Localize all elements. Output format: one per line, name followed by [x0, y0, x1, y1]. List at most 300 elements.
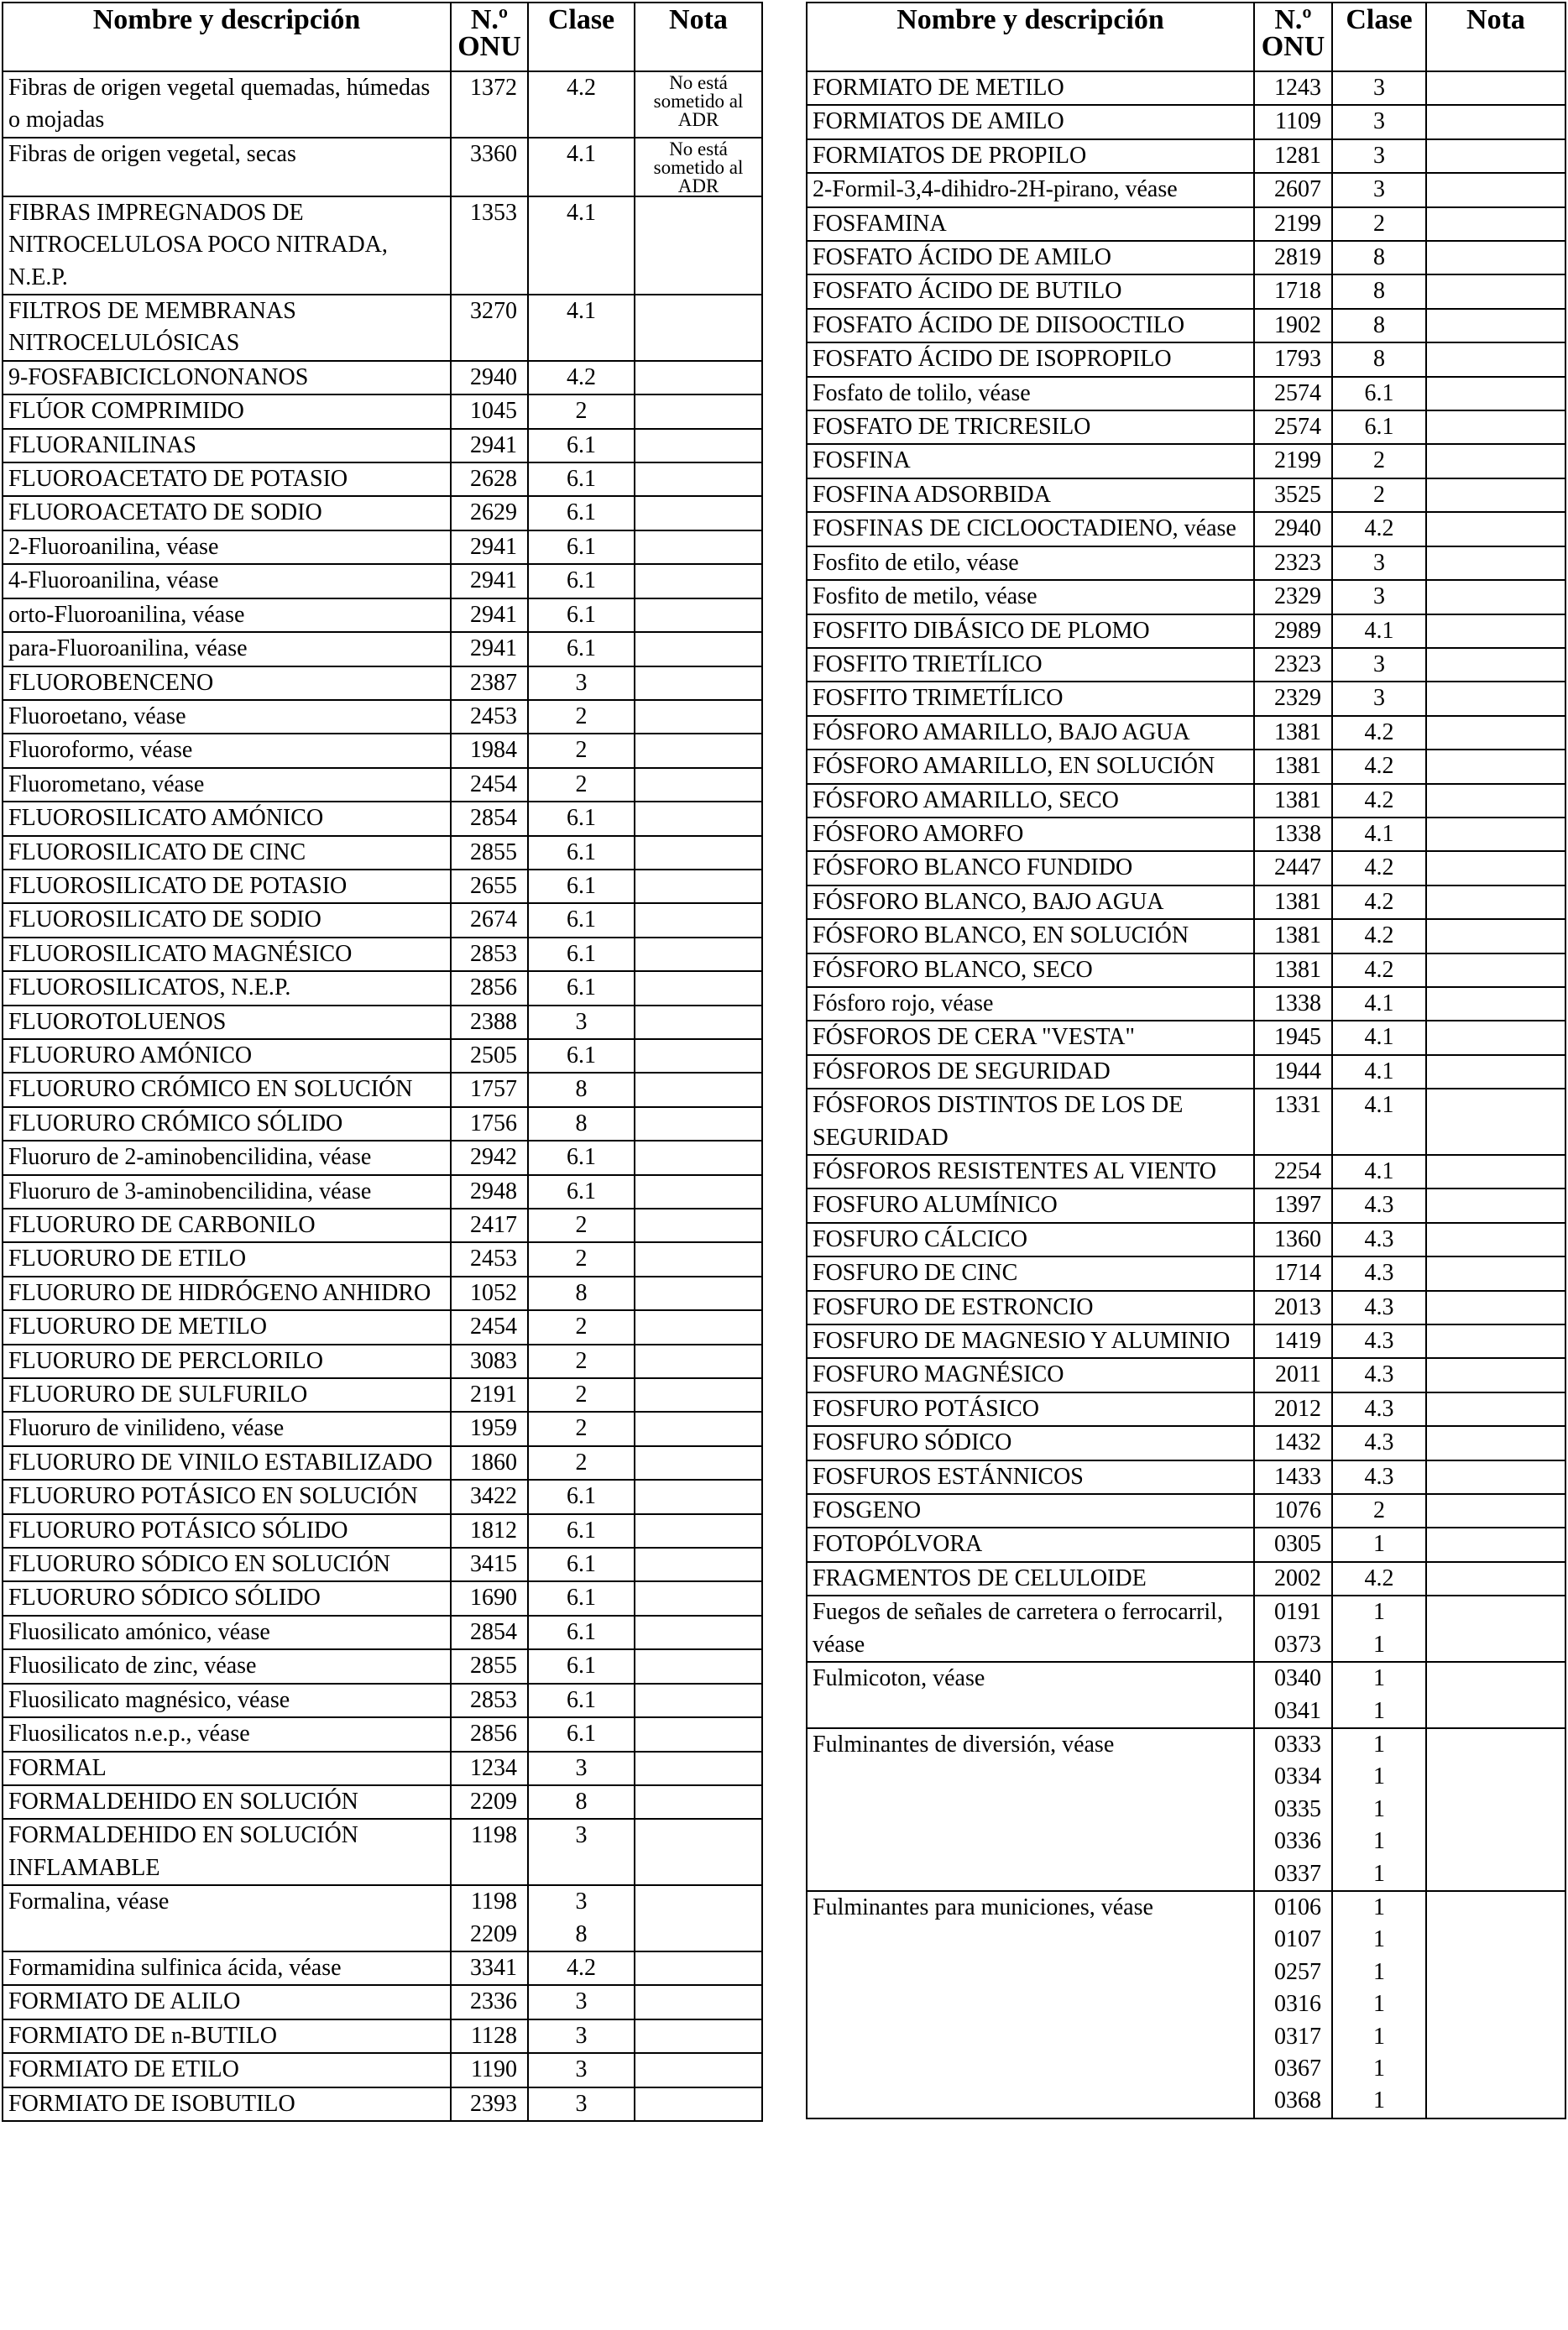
hazard-class: 1 — [1373, 1731, 1385, 1758]
substance-name: 4-Fluoroanilina, véase — [3, 564, 451, 598]
un-number: 0373 — [1274, 1631, 1321, 1658]
note-cell — [635, 971, 762, 1005]
un-number-cell — [1254, 750, 1332, 783]
substance-name: Fulminantes para municiones, véase — [807, 1891, 1254, 2118]
note-cell — [1426, 274, 1565, 308]
hazard-class: 4.3 — [1364, 1225, 1394, 1252]
note-cell — [635, 1039, 762, 1073]
hazard-class-cell — [1332, 512, 1426, 546]
un-number: 1690 — [470, 1585, 517, 1612]
un-number-cell — [451, 295, 528, 361]
un-number: 0317 — [1274, 2023, 1321, 2050]
substance-name: FOSFATO ÁCIDO DE DIISOOCTILO — [807, 309, 1254, 342]
note-cell — [635, 632, 762, 666]
un-number-cell — [451, 1717, 528, 1751]
un-number: 2323 — [1274, 549, 1321, 576]
note-text: No está — [669, 72, 728, 93]
hazard-class-cell — [1332, 614, 1426, 648]
table-header-row — [807, 3, 1565, 71]
substance-name: FOSFITO DIBÁSICO DE PLOMO — [807, 614, 1254, 648]
hazard-class: 2 — [1373, 1497, 1385, 1524]
hazard-class-cell — [1332, 851, 1426, 885]
note-cell — [635, 1480, 762, 1513]
table-row — [807, 682, 1565, 715]
note-cell — [635, 1684, 762, 1717]
un-number: 1397 — [1274, 1192, 1321, 1219]
hazard-class: 6.1 — [567, 872, 596, 899]
un-number-cell — [1254, 1189, 1332, 1222]
note-cell — [1426, 784, 1565, 818]
substance-name: 2-Formil-3,4-dihidro-2H-pirano, véase — [807, 173, 1254, 206]
un-number-cell — [451, 802, 528, 835]
hazard-class-cell — [528, 768, 635, 802]
un-number: 2209 — [470, 1920, 517, 1947]
table-row — [807, 648, 1565, 682]
un-number-cell — [451, 700, 528, 734]
un-number: 1198 — [471, 1822, 517, 1849]
un-number-cell — [1254, 919, 1332, 953]
table-row — [807, 1728, 1565, 1891]
un-number: 0368 — [1274, 2087, 1321, 2114]
hazard-class-cell — [1332, 1021, 1426, 1054]
un-number: 2388 — [470, 1008, 517, 1035]
substance-name: FOSFURO SÓDICO — [807, 1426, 1254, 1460]
substance-name: FÓSFORO BLANCO, SECO — [807, 953, 1254, 987]
hazard-class: 1 — [1373, 1531, 1385, 1558]
table-row — [3, 632, 762, 666]
note-cell — [635, 564, 762, 598]
hazard-class-cell — [1332, 1460, 1426, 1494]
table-row — [3, 836, 762, 870]
un-number-cell — [1254, 1089, 1332, 1155]
hazard-class: 4.1 — [567, 199, 596, 226]
hazard-class-cell — [1332, 444, 1426, 478]
substance-name: FOSFATO ÁCIDO DE AMILO — [807, 241, 1254, 274]
un-number-cell — [451, 903, 528, 937]
note-cell — [1426, 309, 1565, 342]
table-row — [3, 1107, 762, 1141]
un-number: 2941 — [470, 635, 517, 662]
hazard-class: 4.2 — [1364, 718, 1394, 745]
note-cell — [635, 361, 762, 394]
un-number-cell — [1254, 410, 1332, 444]
table-row — [3, 564, 762, 598]
note-cell — [635, 1277, 762, 1310]
table-row — [807, 1291, 1565, 1324]
un-number: 2454 — [470, 1314, 517, 1340]
substance-name: FLUOROSILICATO MAGNÉSICO — [3, 938, 451, 971]
substance-name: FOSFURO DE CINC — [807, 1256, 1254, 1290]
un-number: 1381 — [1274, 922, 1321, 949]
table-row — [807, 1596, 1565, 1662]
hazard-class: 4.1 — [567, 298, 596, 325]
table-row — [807, 1256, 1565, 1290]
hazard-class: 6.1 — [567, 1551, 596, 1578]
substance-name: FLUOROSILICATO DE POTASIO — [3, 870, 451, 903]
hazard-class-cell — [528, 1310, 635, 1344]
table-row — [807, 784, 1565, 818]
un-number: 2199 — [1274, 210, 1321, 237]
substance-name: FOTOPÓLVORA — [807, 1528, 1254, 1561]
hazard-class-cell — [1332, 750, 1426, 783]
note-cell — [635, 2087, 762, 2121]
note-cell — [635, 1785, 762, 1819]
substance-name: 9-FOSFABICICLONONANOS — [3, 361, 451, 394]
table-row — [3, 1378, 762, 1412]
hazard-class-cell — [1332, 818, 1426, 851]
un-number: 2940 — [470, 363, 517, 390]
un-number-cell — [451, 1277, 528, 1310]
un-number-cell — [451, 530, 528, 564]
note-cell — [1426, 444, 1565, 478]
note-cell — [635, 295, 762, 361]
substance-name: FOSFATO DE TRICRESILO — [807, 410, 1254, 444]
hazard-class: 1 — [1373, 2087, 1385, 2114]
note-cell — [1426, 105, 1565, 138]
hazard-class: 4.1 — [1364, 820, 1394, 847]
un-number: 2948 — [470, 1178, 517, 1204]
note-cell — [1426, 1291, 1565, 1324]
un-number: 2209 — [470, 1788, 517, 1815]
table-row — [3, 734, 762, 767]
hazard-class-cell — [1332, 1055, 1426, 1089]
un-number: 2942 — [470, 1144, 517, 1171]
un-number: 1198 — [471, 1889, 517, 1915]
hazard-class: 4.1 — [1364, 617, 1394, 644]
hazard-class-cell — [528, 1548, 635, 1581]
header-onu — [1254, 3, 1332, 71]
note-cell — [635, 1175, 762, 1209]
table-header-row — [3, 3, 762, 71]
note-cell — [1426, 1189, 1565, 1222]
un-number-cell — [1254, 173, 1332, 206]
table-row — [807, 1528, 1565, 1561]
hazard-class-cell — [1332, 716, 1426, 750]
substance-name: FOSFINAS DE CICLOOCTADIENO, véase — [807, 512, 1254, 546]
table-row — [807, 1891, 1565, 2118]
note-cell — [635, 1073, 762, 1106]
note-cell — [635, 2019, 762, 2053]
un-number: 0106 — [1274, 1894, 1321, 1920]
table-row — [3, 1345, 762, 1378]
un-number-cell — [1254, 1256, 1332, 1290]
hazard-class: 6.1 — [567, 940, 596, 967]
un-number: 2199 — [1274, 447, 1321, 474]
substance-name: FLUOROSILICATO AMÓNICO — [3, 802, 451, 835]
substance-name: FLUORURO POTÁSICO EN SOLUCIÓN — [3, 1480, 451, 1513]
hazard-class-cell — [528, 870, 635, 903]
hazard-class-cell — [528, 1073, 635, 1106]
table-row — [3, 1175, 762, 1209]
table-row — [3, 1446, 762, 1480]
un-number-cell — [451, 1819, 528, 1885]
substance-name: FILTROS DE MEMBRANAS NITROCELULÓSICAS — [3, 295, 451, 361]
un-number-cell — [1254, 512, 1332, 546]
un-number: 2011 — [1275, 1361, 1321, 1388]
substance-name: FÓSFORO BLANCO, BAJO AGUA — [807, 886, 1254, 919]
hazard-class: 3 — [1373, 108, 1385, 135]
hazard-class-cell — [528, 836, 635, 870]
note-cell — [635, 71, 762, 138]
hazard-class: 6.1 — [567, 601, 596, 628]
un-number: 1190 — [471, 2056, 517, 2083]
un-number: 2329 — [1274, 583, 1321, 610]
un-number-cell — [451, 1649, 528, 1683]
hazard-class: 8 — [1373, 311, 1385, 338]
table-row — [3, 1985, 762, 2019]
substance-name: FLUORURO CRÓMICO EN SOLUCIÓN — [3, 1073, 451, 1106]
note-cell — [635, 938, 762, 971]
note-cell — [635, 1107, 762, 1141]
hazard-class: 4.3 — [1364, 1395, 1394, 1422]
un-number: 1984 — [470, 737, 517, 764]
hazard-class: 4.1 — [1364, 1158, 1394, 1184]
un-number-cell — [1254, 1392, 1332, 1426]
hazard-class-cell — [1332, 342, 1426, 376]
hazard-class: 6.1 — [567, 1144, 596, 1171]
substance-name: Fosfito de metilo, véase — [807, 580, 1254, 614]
un-number-cell — [451, 1141, 528, 1174]
un-number-cell — [451, 1951, 528, 1985]
hazard-class: 6.1 — [567, 533, 596, 560]
un-number: 2447 — [1274, 854, 1321, 881]
hazard-class-cell — [528, 1006, 635, 1039]
note-cell — [635, 1514, 762, 1548]
un-number: 3341 — [470, 1954, 517, 1981]
table-row — [3, 1819, 762, 1885]
note-cell — [635, 1985, 762, 2019]
un-number-cell — [451, 1412, 528, 1445]
un-number-cell — [1254, 377, 1332, 410]
header-onu-line2: ONU — [1261, 31, 1325, 62]
substance-name: FOSFATO ÁCIDO DE BUTILO — [807, 274, 1254, 308]
hazard-class: 1 — [1373, 1763, 1385, 1790]
substance-name: Fósforo rojo, véase — [807, 987, 1254, 1021]
hazard-class-cell — [528, 1885, 635, 1951]
table-row — [3, 700, 762, 734]
table-row — [807, 987, 1565, 1021]
un-number-cell — [1254, 1891, 1332, 2118]
table-row — [3, 2053, 762, 2087]
hazard-class: 3 — [1373, 176, 1385, 203]
table-row — [3, 1277, 762, 1310]
substance-name: FOSFURO CÁLCICO — [807, 1223, 1254, 1256]
note-cell — [1426, 1426, 1565, 1460]
table-row — [807, 274, 1565, 308]
un-number-cell — [1254, 105, 1332, 138]
table-row — [3, 1885, 762, 1951]
hazard-class: 6.1 — [567, 974, 596, 1001]
note-cell — [635, 196, 762, 295]
hazard-class-cell — [528, 1345, 635, 1378]
substance-name: FOSFURO DE MAGNESIO Y ALUMINIO — [807, 1324, 1254, 1358]
substance-name: Fluoruro de 3-aminobencilidina, véase — [3, 1175, 451, 1209]
hazard-class-cell — [1332, 1291, 1426, 1324]
table-row — [3, 971, 762, 1005]
hazard-class-cell — [1332, 1089, 1426, 1155]
table-row — [3, 1242, 762, 1276]
table-row — [3, 666, 762, 700]
un-number-cell — [1254, 1223, 1332, 1256]
un-number: 2002 — [1274, 1565, 1321, 1591]
table-row — [807, 1055, 1565, 1089]
hazard-class-cell — [1332, 1662, 1426, 1728]
un-number-cell — [451, 971, 528, 1005]
hazard-class: 4.3 — [1364, 1429, 1394, 1456]
table-row — [807, 1358, 1565, 1392]
un-number-cell — [1254, 851, 1332, 885]
note-cell — [1426, 1358, 1565, 1392]
substance-name: Fluoruro de vinilideno, véase — [3, 1412, 451, 1445]
un-number-cell — [451, 1006, 528, 1039]
substance-name: Fibras de origen vegetal quemadas, húmedas o mojadas — [3, 71, 451, 138]
hazard-class-cell — [528, 295, 635, 361]
note-cell — [1426, 919, 1565, 953]
hazard-class-cell — [528, 1277, 635, 1310]
un-number-cell — [1254, 1426, 1332, 1460]
un-number: 3525 — [1274, 481, 1321, 508]
hazard-class: 1 — [1373, 1958, 1385, 1985]
hazard-class: 4.3 — [1364, 1328, 1394, 1355]
un-number: 1902 — [1274, 311, 1321, 338]
substance-name: Fibras de origen vegetal, secas — [3, 138, 451, 196]
table-row — [3, 1006, 762, 1039]
hazard-class-cell — [528, 1752, 635, 1785]
un-number-cell — [1254, 274, 1332, 308]
note-cell — [635, 1345, 762, 1378]
un-number: 2607 — [1274, 176, 1321, 203]
hazard-class: 3 — [1373, 549, 1385, 576]
hazard-class-cell — [528, 1242, 635, 1276]
table-row — [3, 1548, 762, 1581]
table-row — [807, 1089, 1565, 1155]
table-row — [3, 429, 762, 462]
substance-name: orto-Fluoroanilina, véase — [3, 598, 451, 632]
table-row — [807, 546, 1565, 580]
note-cell — [1426, 1392, 1565, 1426]
table-row — [3, 1412, 762, 1445]
note-cell — [1426, 1891, 1565, 2118]
hazard-class-cell — [1332, 105, 1426, 138]
substance-name: FOSFURO POTÁSICO — [807, 1392, 1254, 1426]
hazard-class: 3 — [575, 1008, 588, 1035]
hazard-class-cell — [1332, 241, 1426, 274]
hazard-class-cell — [528, 361, 635, 394]
hazard-class: 4.1 — [1364, 1092, 1394, 1119]
un-number-cell — [451, 1581, 528, 1615]
note-cell — [1426, 342, 1565, 376]
un-number-cell — [1254, 1728, 1332, 1891]
hazard-class: 4.2 — [567, 75, 596, 101]
un-number: 2191 — [470, 1382, 517, 1408]
hazard-class-cell — [1332, 886, 1426, 919]
note-cell — [1426, 71, 1565, 105]
header-name: Nombre y descripción — [3, 3, 451, 71]
note-cell — [1426, 953, 1565, 987]
note-cell — [635, 836, 762, 870]
substance-name: FORMALDEHIDO EN SOLUCIÓN INFLAMABLE — [3, 1819, 451, 1885]
note-text: ADR — [677, 109, 719, 130]
hazard-class: 1 — [1373, 2055, 1385, 2082]
table-row — [807, 953, 1565, 987]
hazard-class-cell — [528, 138, 635, 196]
note-cell — [1426, 750, 1565, 783]
substance-name: FLUORURO DE PERCLORILO — [3, 1345, 451, 1378]
un-number-cell — [451, 2053, 528, 2087]
note-cell — [635, 700, 762, 734]
table-row — [807, 716, 1565, 750]
hazard-class: 4.1 — [1364, 1058, 1394, 1084]
hazard-class: 4.3 — [1364, 1192, 1394, 1219]
table-row — [807, 1460, 1565, 1494]
table-row — [807, 1223, 1565, 1256]
hazard-class-cell — [1332, 1891, 1426, 2118]
un-number-cell — [451, 1107, 528, 1141]
substance-name: FOSGENO — [807, 1494, 1254, 1528]
hazard-class-cell — [528, 802, 635, 835]
un-number-cell — [1254, 1596, 1332, 1662]
un-number-cell — [1254, 207, 1332, 241]
substance-name: FÓSFOROS RESISTENTES AL VIENTO — [807, 1155, 1254, 1189]
hazard-class-cell — [528, 632, 635, 666]
un-number: 1281 — [1274, 142, 1321, 169]
hazard-class: 2 — [575, 737, 588, 764]
substance-name: FORMIATO DE ETILO — [3, 2053, 451, 2087]
hazard-class-cell — [528, 1649, 635, 1683]
substance-name: FORMAL — [3, 1752, 451, 1785]
note-cell — [635, 138, 762, 196]
note-cell — [1426, 1662, 1565, 1728]
hazard-class: 3 — [575, 1754, 588, 1781]
hazard-class-cell — [528, 1141, 635, 1174]
substance-name: FLUOROSILICATO DE SODIO — [3, 903, 451, 937]
hazard-class: 6.1 — [567, 1178, 596, 1204]
un-number: 2629 — [470, 499, 517, 526]
hazard-class: 4.1 — [567, 140, 596, 167]
header-nota: Nota — [1426, 3, 1565, 71]
hazard-class: 4.1 — [1364, 1024, 1394, 1051]
un-number-cell — [1254, 1662, 1332, 1728]
hazard-class: 1 — [1373, 1599, 1385, 1626]
table-row — [3, 1039, 762, 1073]
table-row — [3, 1480, 762, 1513]
hazard-class: 3 — [1373, 650, 1385, 677]
un-number-cell — [1254, 614, 1332, 648]
un-number: 2941 — [470, 567, 517, 594]
un-number: 2417 — [470, 1212, 517, 1238]
left-table-body — [3, 71, 762, 2121]
un-number-cell — [451, 429, 528, 462]
table-row — [807, 1494, 1565, 1528]
un-number: 0191 — [1274, 1599, 1321, 1626]
hazard-class: 2 — [575, 398, 588, 425]
hazard-class: 3 — [1373, 685, 1385, 712]
hazard-class: 3 — [575, 1988, 588, 2015]
substance-name: Fuegos de señales de carretera o ferrocarril, véase — [807, 1596, 1254, 1662]
un-number: 1243 — [1274, 75, 1321, 101]
header-nota: Nota — [635, 3, 762, 71]
table-row — [807, 851, 1565, 885]
un-number-cell — [451, 1175, 528, 1209]
substance-name: FLUOROTOLUENOS — [3, 1006, 451, 1039]
table-row — [3, 802, 762, 835]
note-cell — [635, 1446, 762, 1480]
table-row — [3, 394, 762, 428]
hazard-class-cell — [528, 1107, 635, 1141]
un-number: 0334 — [1274, 1763, 1321, 1790]
note-cell — [1426, 1055, 1565, 1089]
table-row — [807, 886, 1565, 919]
